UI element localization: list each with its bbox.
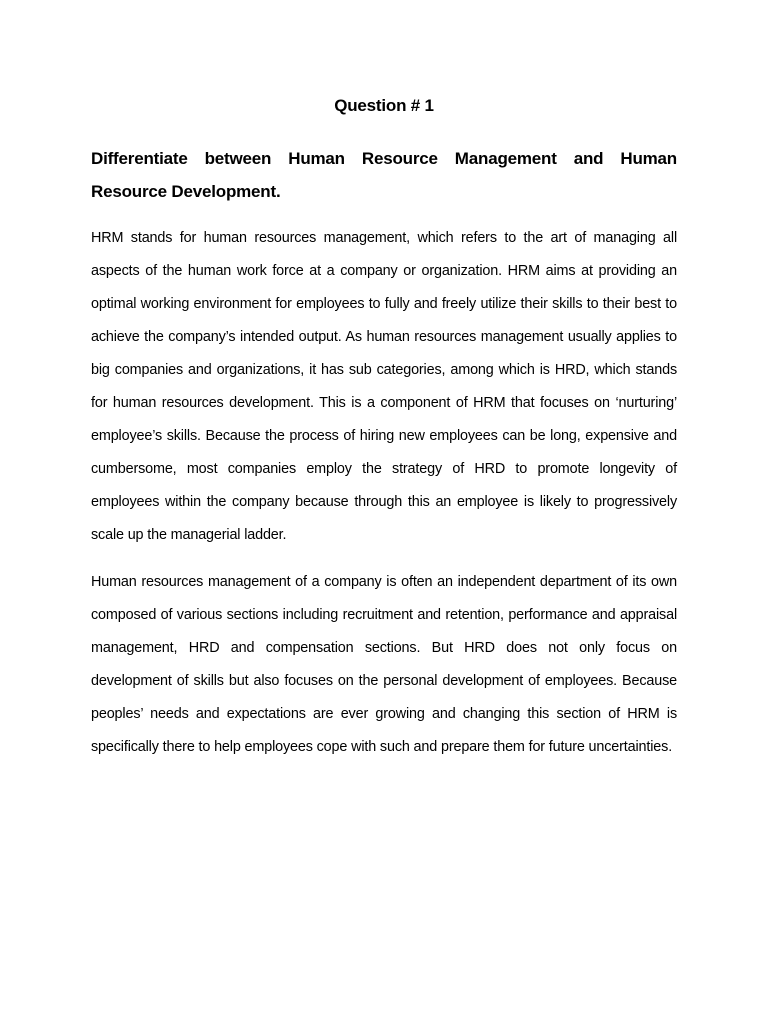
paragraph-1: HRM stands for human resources management, which refers to the art of managing all aspects of the human work force at a company or organization. HRM aims at providing an optimal working environment for employees to fully and freely utilize their skills to their best to achieve the company’s intended output. As human resources management usually applies to big companies and organizations, it has sub categories, among which is HRD, which stands for human resources development. This is a component of HRM that focuses on ‘nurturing’ employee’s skills. Because the process of hiring new employees can be long, expensive and cumbersome, most companies employ the strategy of HRD to promote longevity of employees within the company because through this an employee is likely to progressively scale up the managerial ladder. xyxy=(91,230,677,543)
question-heading: Differentiate between Human Resource Management and Human Resource Development. xyxy=(91,149,677,201)
document-body xyxy=(91,92,677,778)
paragraph-2: Human resources management of a company is often an independent department of its own composed of various sections including recruitment and retention, performance and appraisal management, HRD and compensation sections. But HRD does not only focus on development of skills but also focuses on the personal development of employees. Because peoples’ needs and expectations are ever growing and changing this section of HRM is specifically there to help employees cope with such and prepare them for future uncertainties. xyxy=(91,574,677,755)
question-title: Question # 1 xyxy=(334,96,434,115)
